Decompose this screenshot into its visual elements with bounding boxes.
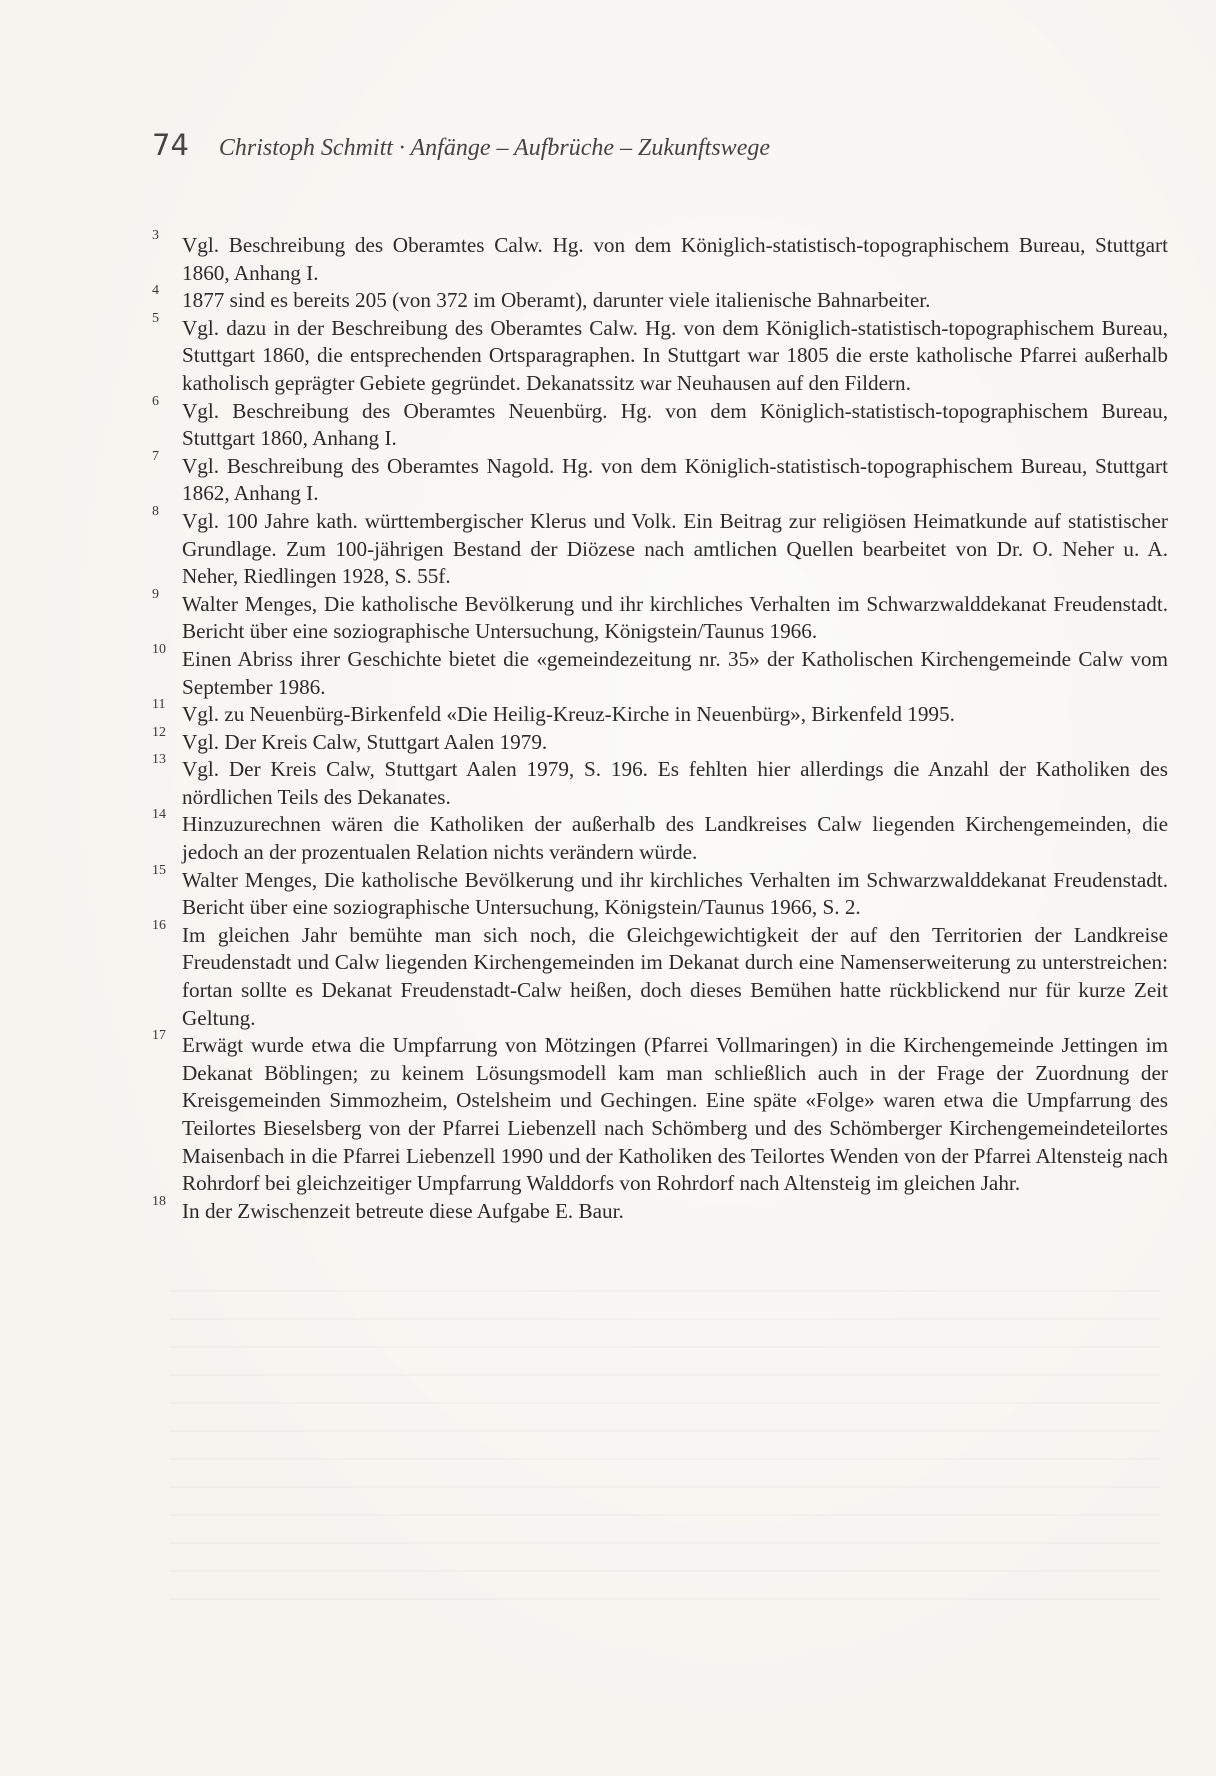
- footnote-text: Vgl. zu Neuenbürg-Birkenfeld «Die Heilig-Kreuz-Kirche in Neuenbürg», Birkenfeld 1995.: [182, 702, 955, 727]
- footnote-text: Vgl. Beschreibung des Oberamtes Neuenbürg. Hg. von dem Königlich-statistisch-topographischem Bureau, Stuttgart 1860, Anhang I.: [182, 398, 1168, 451]
- footnote-number: 18: [152, 1193, 166, 1209]
- footnote-text: Vgl. Der Kreis Calw, Stuttgart Aalen 1979, S. 196. Es fehlten hier allerdings die Anzahl der Katholiken des nördlichen Teils des Dekanates.: [182, 757, 1168, 809]
- footnote-number: 6: [152, 393, 159, 409]
- footnote: [152, 228, 1168, 287]
- footnote-text: 1877 sind es bereits 205 (von 372 im Oberamt), darunter viele italienische Bahnarbeiter.: [182, 288, 931, 313]
- footnote: [152, 586, 1168, 646]
- footnote: [152, 1193, 1168, 1226]
- footnote: [152, 503, 1168, 591]
- footnote-text: Einen Abriss ihrer Geschichte bietet die «gemeindezeitung nr. 35» der Katholischen Kirchengemeinde Calw vom September 1986.: [182, 646, 1168, 699]
- footnote: [152, 697, 1168, 729]
- footnote: [152, 807, 1168, 866]
- page-number: 74: [152, 128, 189, 162]
- footnote-text: Vgl. Beschreibung des Oberamtes Nagold. Hg. von dem Königlich-statistisch-topographischem Bureau, Stuttgart 1862, Anhang I.: [182, 453, 1168, 506]
- footnote-text: Erwägt wurde etwa die Umpfarrung von Mötzingen (Pfarrei Vollmaringen) in die Kirchengemeinde Jettingen im Dekanat Böblingen; zu keinem Lösungsmodell kam man schließlich auch in der Frage der Zuordnung der Kreisgemeinden Simmozheim, Ostelsheim und Gechingen. Eine späte «Folge» waren etwa die Umpfarrung des Teilortes Bieselsberg von der Pfarrei Liebenzell nach Schömberg und des Schömberger Kirchengemeindeteilortes Maisenbach in die Pfarrei Liebenzell 1990 und der Katholiken des Teilortes Wenden von der Pfarrei Altensteig nach Rohrdorf bei gleichzeitiger Umpfarrung Walddorfs von Rohrdorf nach Altensteig im gleichen Jahr.: [182, 1033, 1168, 1196]
- footnote: [152, 724, 1168, 757]
- footnote-text: Im gleichen Jahr bemühte man sich noch, die Gleichgewichtigkeit der auf den Territorien der Landkreise Freudenstadt und Calw liegenden Kirchengemeinden im Dekanat durch eine Namenserweiterung zu unterstreichen: fortan sollte es Dekanat Freudenstadt-Calw heißen, doch dieses Bemühen hatte rückblickend nur für kurze Zeit Geltung.: [182, 922, 1168, 1030]
- footnote-number: 11: [152, 697, 166, 713]
- footnote: [152, 862, 1168, 922]
- footnote-number: 16: [152, 917, 166, 933]
- footnote-number: 7: [152, 448, 159, 464]
- footnote: [152, 448, 1168, 508]
- footnote-text: Walter Menges, Die katholische Bevölkerung und ihr kirchliches Verhalten im Schwarzwalddekanat Freudenstadt. Bericht über eine soziographische Untersuchung, Königstein/Taunus 1966, S. 2.: [182, 867, 1168, 920]
- footnote: [152, 283, 1168, 315]
- footnote-text: Walter Menges, Die katholische Bevölkerung und ihr kirchliches Verhalten im Schwarzwalddekanat Freudenstadt. Bericht über eine soziographische Untersuchung, Königstein/Taunus 1966.: [182, 591, 1168, 644]
- footnote: [152, 393, 1168, 453]
- running-head: Christoph Schmitt · Anfänge – Aufbrüche – Zukunftswege: [218, 135, 770, 161]
- footnote-number: 12: [152, 724, 166, 740]
- footnote-number: 17: [152, 1028, 166, 1044]
- footnote-text: Vgl. 100 Jahre kath. württembergischer Klerus und Volk. Ein Beitrag zur religiösen Heimatkunde auf statistischer Grundlage. Zum 100-jährigen Bestand der Diözese nach amtlichen Quellen bearbeitet von Dr. O. Neher u. A. Neher, Riedlingen 1928, S. 55f.: [182, 508, 1168, 589]
- footnote: [152, 1028, 1168, 1198]
- page-header: [152, 128, 770, 168]
- footnote-number: 15: [152, 862, 166, 878]
- footnote-text: Vgl. Der Kreis Calw, Stuttgart Aalen 1979.: [182, 729, 548, 754]
- footnote-number: 3: [152, 228, 159, 243]
- footnote-text: Vgl. dazu in der Beschreibung des Oberamtes Calw. Hg. von dem Königlich-statistisch-topographischem Bureau, Stuttgart 1860, die entsprechenden Ortsparagraphen. In Stuttgart war 1805 die erste katholische Pfarrei außerhalb katholisch geprägter Gebiete gegründet. Dekanatssitz war Neuhausen auf den Fildern.: [182, 315, 1168, 395]
- footnote-text: Hinzuzurechnen wären die Katholiken der außerhalb des Landkreises Calw liegenden Kirchengemeinden, die jedoch an der prozentualen Relation nichts verändern würde.: [182, 812, 1168, 865]
- footnotes-section: [152, 228, 1168, 1225]
- footnote-number: 9: [152, 586, 159, 602]
- footnote: [152, 917, 1168, 1032]
- footnote: [152, 752, 1168, 811]
- footnote-number: 10: [152, 641, 166, 657]
- footnote-number: 5: [152, 310, 159, 326]
- footnote-number: 13: [152, 752, 166, 768]
- show-through-texture: [170, 1290, 1160, 1620]
- footnote: [152, 641, 1168, 701]
- footnote-number: 8: [152, 503, 159, 519]
- footnote-text: In der Zwischenzeit betreute diese Aufgabe E. Baur.: [182, 1198, 624, 1223]
- footnote-number: 4: [152, 283, 159, 299]
- footnote-number: 14: [152, 807, 166, 823]
- footnote: [152, 310, 1168, 398]
- footnote-text: Vgl. Beschreibung des Oberamtes Calw. Hg. von dem Königlich-statistisch-topographischem Bureau, Stuttgart 1860, Anhang I.: [182, 233, 1168, 285]
